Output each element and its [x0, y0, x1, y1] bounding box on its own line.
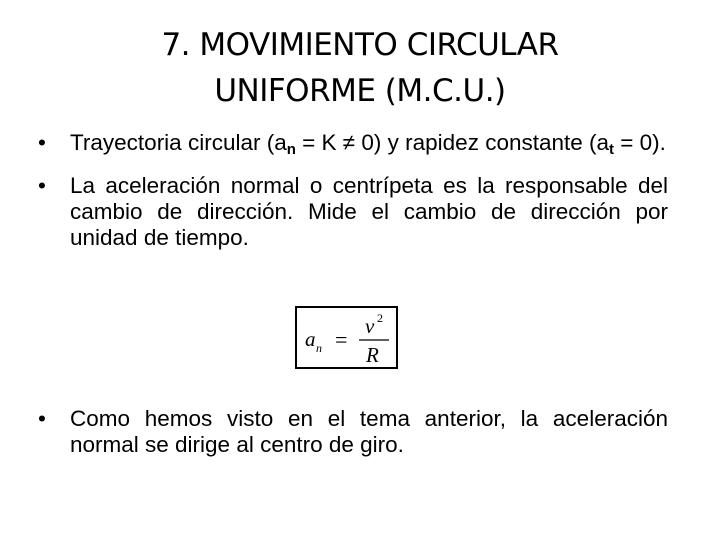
formula-box: [295, 306, 398, 369]
formula-numerator-exponent: 2: [377, 311, 383, 325]
slide-title: [60, 22, 660, 114]
bullet-list-bottom: [38, 406, 668, 458]
bullet-text-part: Trayectoria circular (a: [70, 130, 287, 155]
formula-numerator: v: [365, 314, 375, 338]
bullet-item-trajectory: [38, 130, 668, 163]
bullet-text-part: = 0).: [614, 130, 666, 155]
bullet-marker: •: [38, 173, 46, 198]
title-line-2: UNIFORME (M.C.U.): [214, 73, 506, 109]
bullet-item-center-direction: [38, 406, 668, 458]
bullet-marker: •: [38, 130, 46, 155]
formula-lhs: a: [305, 327, 316, 351]
bullet-list-top: [38, 130, 668, 251]
subscript-n: n: [286, 141, 296, 158]
bullet-text: Como hemos visto en el tema anterior, la aceleración normal se dirige al centro de giro.: [70, 406, 668, 457]
subscript-t: t: [609, 141, 615, 158]
formula-lhs-subscript: n: [316, 341, 322, 355]
bullet-text: La aceleración normal o centrípeta es la responsable del cambio de dirección. Mide el cambio de dirección por unidad de tiempo.: [70, 173, 668, 250]
bullet-marker: •: [38, 406, 46, 431]
formula-normal-acceleration: [297, 308, 396, 367]
formula-denominator: R: [366, 343, 379, 367]
bullet-item-normal-acceleration: [38, 173, 668, 251]
title-line-1: 7. MOVIMIENTO CIRCULAR: [161, 27, 559, 63]
bullet-text-part: = K ≠ 0) y rapidez constante (a: [295, 130, 610, 155]
formula-equals: =: [335, 327, 348, 352]
